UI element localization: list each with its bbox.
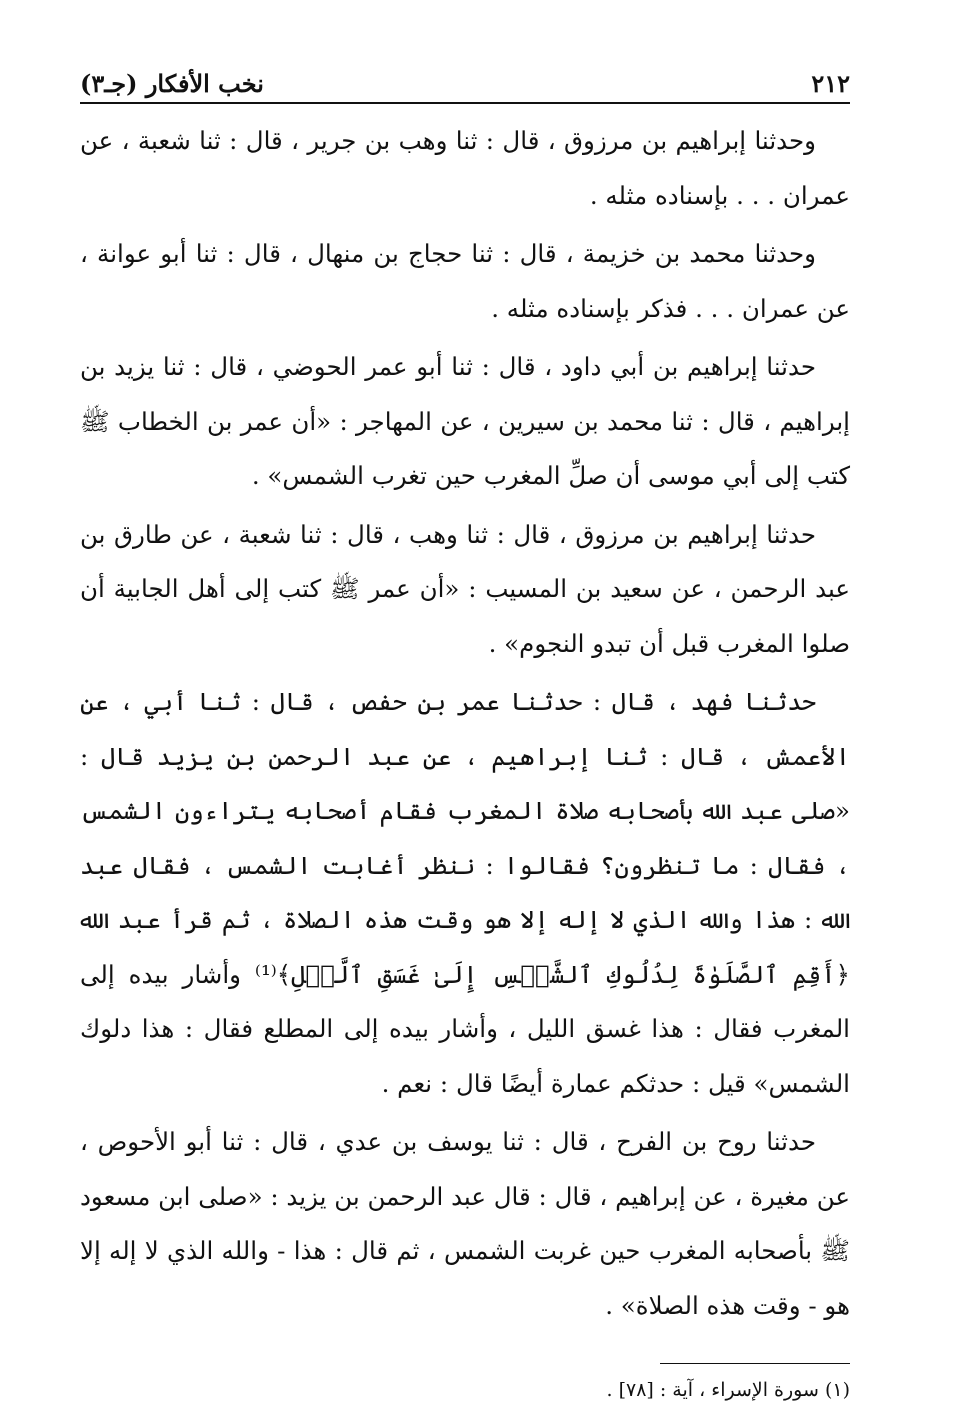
paragraph: حدثنا إبراهيم بن أبي داود ، قال : ثنا أبو عمر الحوضي ، قال : ثنا يزيد بن إبراهيم ، قال : ثنا محمد بن سيرين ، عن المهاجر : «أن عمر بن الخطاب ﷺ كتب إلى أبي موسى أن صلِّ المغرب حين تغرب الشمس» . xyxy=(80,352,850,490)
footnote-divider xyxy=(660,1363,850,1364)
paragraph: وحدثنا محمد بن خزيمة ، قال : ثنا حجاج بن منهال ، قال : ثنا أبو عوانة ، عن عمران . . . فذكر بإسناده مثله . xyxy=(80,239,850,323)
main-text xyxy=(80,114,850,1333)
book-title: نخب الأفكار (جـ٣) xyxy=(80,69,264,98)
paragraph: حدثنا فهد ، قال : حدثنا عمر بن حفص ، قال : ثنا أبي ، عن الأعمش ، قال : ثنا إبراهيم ، عن عبد الرحمن بن يزيد قال : «صلى عبد الله بأصحابه صلاة المغرب فقام أصحابه يتراءون الشمس ، فقال : ما تنظرون؟ فقالوا : ننظر أغابت الشمس ، فقال عبد الله : هذا والله الذي لا إله إلا هو وقت هذه الصلاة ، ثم قرأ عبد الله ﴿أَقِمِ ٱلصَّلَوٰةَ لِدُلُوكِ ٱلشَّمۡسِ إِلَىٰ غَسَقِ ٱلَّيۡلِ﴾⁽¹⁾ وأشار بيده إلى المغرب فقال : هذا غسق الليل ، وأشار بيده إلى المطلع فقال : هذا دلوك الشمس» قيل : حدثكم عمارة أيضًا قال : نعم . xyxy=(80,687,850,1098)
page-header xyxy=(80,58,850,98)
paragraph: حدثنا إبراهيم بن مرزوق ، قال : ثنا وهب ، قال : ثنا شعبة ، عن طارق بن عبد الرحمن ، عن سعيد بن المسيب : «أن عمر ﷺ كتب إلى أهل الجابية أن صلوا المغرب قبل أن تبدو النجوم» . xyxy=(80,519,850,658)
footnote: (١) سورة الإسراء ، آية : [٧٨] . xyxy=(606,1379,850,1401)
page xyxy=(80,58,850,1404)
paragraph: حدثنا روح بن الفرح ، قال : ثنا يوسف بن عدي ، قال : ثنا أبو الأحوص ، عن مغيرة ، عن إبراهيم ، قال : قال عبد الرحمن بن يزيد : «صلى ابن مسعود ﷺ بأصحابه المغرب حين غربت الشمس ، ثم قال : هذا - والله الذي لا إله إلا هو - وقت هذه الصلاة» . xyxy=(80,1127,850,1320)
paragraph: وحدثنا إبراهيم بن مرزوق ، قال : ثنا وهب بن جرير ، قال : ثنا شعبة ، عن عمران . . . بإسناده مثله . xyxy=(80,126,850,210)
page-number: ٢١٢ xyxy=(811,69,850,98)
header-divider xyxy=(80,102,850,104)
